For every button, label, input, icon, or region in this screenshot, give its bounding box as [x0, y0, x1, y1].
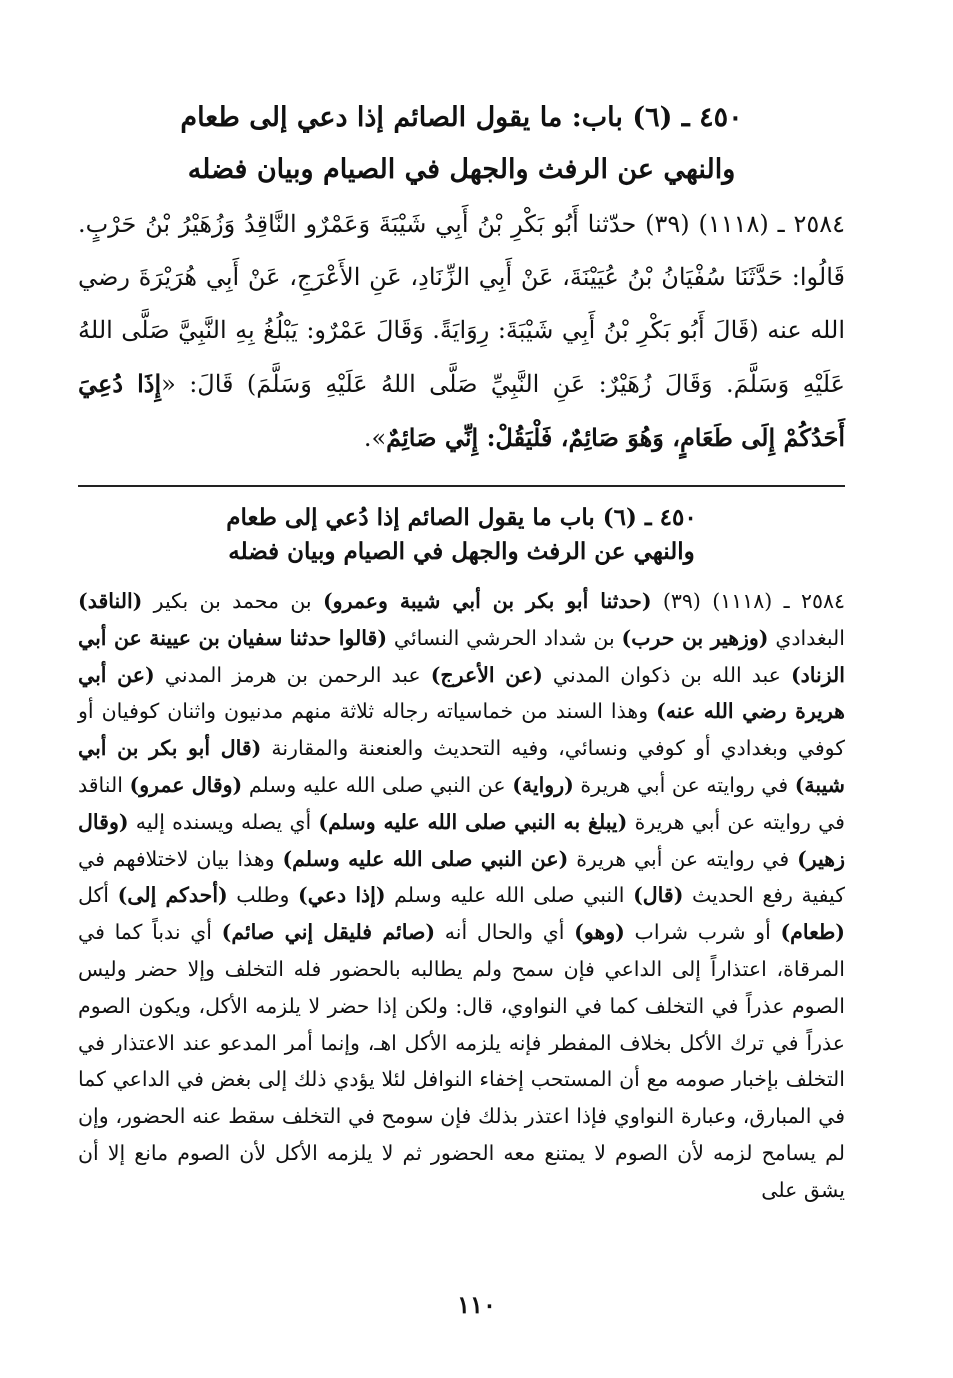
chapter-heading-line-1: ٤٥٠ ـ (٦) باب: ما يقول الصائم إذا دعي إلى طعام	[180, 102, 743, 133]
commentary-segment: أكل	[78, 883, 118, 908]
commentary-quote: (قال أبو بكر بن أبي شيبة)	[78, 736, 845, 797]
hadith-isnad: ٢٥٨٤ ـ (١١١٨) (٣٩) حدّثنا أَبُو بَكْرِ بْنُ أَبِي شَيْبَةَ وَعَمْرٌو النَّاقِدُ وَزُهَيْرُ بْنُ حَرْبٍ. قَالُوا: حَدَّثَنَا سُفْيَانُ بْنُ عُيَيْنَةَ، عَنْ أَبِي الزِّنَادِ، عَنِ الأَعْرَجِ، عَنْ أَبِي هُرَيْرَةَ رضي الله عنه (قَالَ أَبُو بَكْرِ بْنُ أَبِي شَيْبَةَ: رِوَايَةً. وَقَالَ عَمْرٌو: يَبْلُغُ بِهِ النَّبِيَّ صَلَّى اللهُ عَلَيْهِ وَسَلَّمَ. وَقَالَ زُهَيْرٌ: عَنِ النَّبِيِّ صَلَّى اللهُ عَلَيْهِ وَسَلَّمَ) قَالَ: «	[78, 210, 845, 398]
commentary-segment: وطلب	[227, 883, 298, 908]
commentary-quote: (عن النبي صلى الله عليه وسلم)	[282, 846, 569, 871]
commentary-quote: (وزهير بن حرب)	[621, 625, 769, 650]
page-number: ١١٠	[457, 1290, 496, 1319]
commentary-quote: (يبلغ به النبي صلى الله عليه وسلم)	[318, 809, 628, 834]
commentary-quote: (رواية)	[512, 772, 574, 797]
commentary-text	[78, 583, 845, 1209]
page-content	[78, 92, 845, 1209]
commentary-segment: عبد الله بن ذكوان المدني	[542, 662, 791, 687]
commentary-segment: في روايته عن أبي هريرة	[568, 846, 798, 871]
commentary-segment: في روايته عن أبي هريرة	[573, 772, 795, 797]
commentary-quote: (عن أبي هريرة رضي الله عنه)	[78, 662, 845, 724]
commentary-quote: (صائم فليقل إني صائم)	[221, 920, 436, 945]
commentary-segment: عبد الرحمن بن هرمز المدني	[154, 662, 431, 687]
commentary-quote: (إذا دعي)	[298, 883, 386, 908]
commentary-quote: (وقال عمرو)	[129, 772, 243, 797]
commentary-segment: بن شداد الحرشي النسائي	[387, 625, 622, 650]
hadith-matn: إِذَا دُعِيَ أَحَدُكُمْ إِلَى طَعَامٍ، وَهُوَ صَائِمٌ، فَلْيَقُلْ: إِنِّي صَائِمٌ	[78, 369, 845, 452]
commentary-quote: (قالوا حدثنا سفيان بن عيينة عن أبي الزناد)	[78, 625, 846, 687]
commentary-segment: البغدادي	[768, 625, 845, 650]
commentary-segment: وهذا بيان لاختلافهم في كيفية رفع الحديث	[78, 846, 846, 908]
commentary-segment: وهذا السند من خماسياته رجاله ثلاثة منهم مدنيون واثنان كوفيان أو كوفي وبغدادي أو كوفي ونسائي، وفيه التحديث والعنعنة والمقارنة	[78, 699, 845, 761]
chapter-heading-line-2: والنهي عن الرفث والجهل في الصيام وبيان فضله	[187, 154, 736, 185]
commentary-quote: (حدثنا أبو بكر بن أبي شيبة وعمرو)	[322, 589, 652, 613]
commentary-heading-line-2: والنهي عن الرفث والجهل في الصيام وبيان فضله	[228, 538, 695, 565]
commentary-segment: ٢٥٨٤ ـ (١١١٨) (٣٩)	[651, 589, 845, 613]
commentary-heading	[78, 501, 845, 569]
commentary-segment: أو شرب شراب	[624, 920, 781, 945]
commentary-segment: بن محمد بن بكير	[142, 589, 323, 613]
commentary-segment: النبي صلى الله عليه وسلم	[385, 883, 634, 908]
commentary-quote: (أحدكم إلى)	[117, 883, 228, 908]
hadith-text	[78, 198, 845, 465]
commentary-heading-line-1: ٤٥٠ ـ (٦) باب ما يقول الصائم إذا دُعي إلى طعام	[226, 504, 697, 531]
commentary-quote: (وهو)	[574, 920, 625, 945]
commentary-quote: (قال)	[633, 883, 684, 908]
commentary-segment: أي يصله ويسنده إليه	[128, 809, 319, 834]
commentary-segment: أي ندباً كما في المرقاة، اعتذاراً إلى الداعي فإن سمح ولم يطالبه بالحضور فله التخلف وإلا حضر وليس الصوم عذراً في التخلف كما في النواوي، قال: ولكن إذا حضر لا يلزمه الأكل، ويكون الصوم عذراً في ترك الأكل بخلاف المفطر فإنه يلزمه الأكل اهـ، وإنما أمر المدعو عند الاعتذار في التخلف بإخبار صومه مع أن المستحب إخفاء النوافل لئلا يؤدي ذلك إلى بغض في الداعي كما في المبارق، وعبارة النواوي فإذا اعتذر بذلك فإن سومح في التخلف سقط عنه الحضور، وإن لم يسامح لزمه لأن الصوم لا يمتنع معه الحضور ثم لا يلزمه الأكل لأن الصوم مانع إلا أن يشق على	[78, 920, 845, 1202]
commentary-segment: عن النبي صلى الله عليه وسلم	[242, 772, 513, 797]
section-divider	[78, 485, 845, 487]
commentary-segment: الناقد في روايته عن أبي هريرة	[78, 772, 845, 834]
chapter-heading	[78, 92, 845, 196]
commentary-quote: (الناقد)	[78, 589, 143, 613]
commentary-segment: أي والحال أنه	[435, 920, 575, 945]
hadith-closing: ».	[363, 424, 387, 452]
commentary-quote: (عن الأعرج)	[430, 662, 543, 687]
commentary-quote: (طعام)	[780, 920, 846, 945]
commentary-quote: (وقال زهير)	[78, 809, 845, 871]
